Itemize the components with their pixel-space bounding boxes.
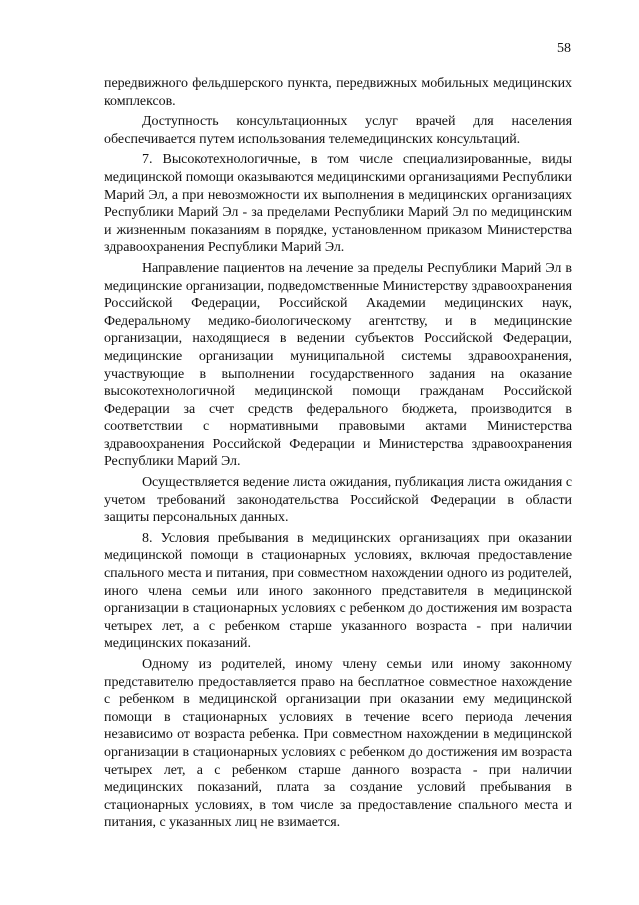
paragraph-waiting-list: Осуществляется ведение листа ожидания, публикация листа ожидания с учетом требований законодательства Российской Федерации в области защиты персональных данных. xyxy=(104,475,572,526)
paragraph-continuation: передвижного фельдшерского пункта, передвижных мобильных медицинских комплексов. xyxy=(104,76,572,109)
paragraph-parent-stay: Одному из родителей, иному члену семьи или иному законному представителю предоставляется право на бесплатное совместное нахождение с ребенком в медицинской организации при оказании ему медицинской помощи в стационарных условиях в течение всего периода лечения независимо от возраста ребенка. При совместном нахождении в медицинской организации в стационарных условиях с ребенком до достижения им возраста четырех лет, а с ребенком старше данного возраста - при наличии медицинских показаний, плата за создание условий пребывания в стационарных условиях, в том числе за предоставление спального места и питания, с указанных лиц не взимается. xyxy=(104,657,572,831)
paragraph-telemedicine: Доступность консультационных услуг врачей для населения обеспечивается путем использования телемедицинских консультаций. xyxy=(104,114,572,147)
paragraph-item-7: 7. Высокотехнологичные, в том числе специализированные, виды медицинской помощи оказываются медицинскими организациями Республики Марий Эл, а при невозможности их выполнения в медицинских организациях Республики Марий Эл - за пределами Республики Марий Эл по медицинским и жизненным показаниям в порядке, установленном приказом Министерства здравоохранения Республики Марий Эл. xyxy=(104,152,572,256)
document-body xyxy=(104,75,572,835)
paragraph-referral: Направление пациентов на лечение за пределы Республики Марий Эл в медицинские организации, подведомственные Министерству здравоохранения Российской Федерации, Российской Академии медицинских наук, Федеральному медико-биологическому агентству, и в медицинские организации, находящиеся в ведении субъектов Российской Федерации, медицинские организации муниципальной системы здравоохранения, участвующие в выполнении государственного задания на оказание высокотехнологичной медицинской помощи гражданам Российской Федерации за счет средств федерального бюджета, производится в соответствии с нормативными правовыми актами Министерства здравоохранения Российской Федерации и Министерства здравоохранения Республики Марий Эл. xyxy=(104,260,572,470)
paragraph-item-8: 8. Условия пребывания в медицинских организациях при оказании медицинской помощи в стационарных условиях, включая предоставление спального места и питания, при совместном нахождении одного из родителей, иного члена семьи или иного законного представителя в медицинской организации в стационарных условиях с ребенком до достижения им возраста четырех лет, а с ребенком старше указанного возраста - при наличии медицинских показаний. xyxy=(104,530,572,652)
page-number: 58 xyxy=(557,41,571,56)
